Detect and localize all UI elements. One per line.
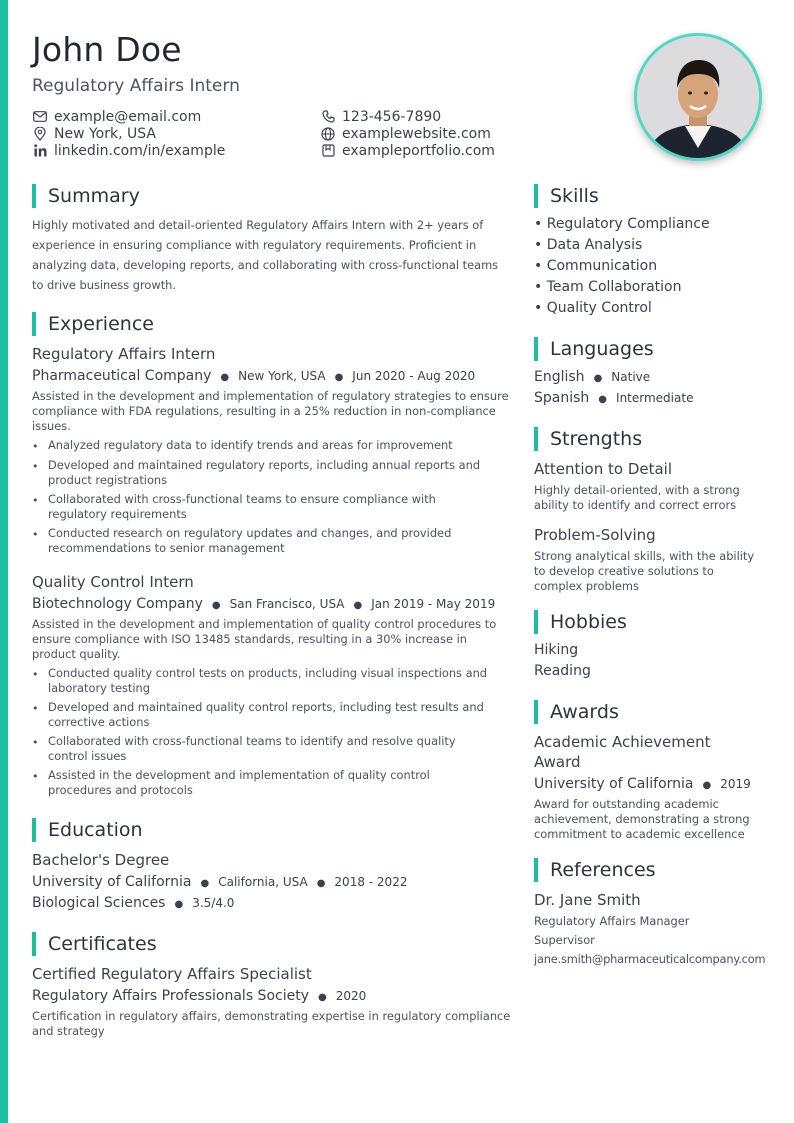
skill-item: • Communication [534, 258, 658, 274]
job-meta: Biotechnology Company ● San Francisco, USA ● Jan 2019 - May 2019 [32, 596, 496, 612]
award-year: 2019 [720, 777, 751, 791]
education-degree: Bachelor's Degree [32, 851, 170, 869]
section-title: Skills [550, 185, 599, 207]
section-languages [534, 337, 654, 361]
skill-item: • Quality Control [534, 300, 652, 316]
award-meta: University of California ● 2019 [534, 776, 751, 792]
language-level: Intermediate [616, 391, 694, 405]
section-title: Experience [48, 313, 154, 335]
certificate-meta: Regulatory Affairs Professionals Society ● 2020 [32, 988, 367, 1004]
hobby-item: Hiking [534, 642, 579, 658]
portfolio-icon [320, 144, 336, 158]
section-accent [534, 337, 538, 361]
section-awards [534, 700, 619, 724]
education-field-meta: Biological Sciences ● 3.5/4.0 [32, 895, 235, 911]
section-certificates [32, 932, 157, 956]
section-summary [32, 184, 140, 208]
strength-description: Highly detail-oriented, with a strong ability to identify and correct errors [534, 483, 740, 512]
strength-title: Attention to Detail [534, 460, 673, 478]
job-title: Regulatory Affairs Intern [32, 345, 216, 363]
section-accent [32, 184, 36, 208]
section-accent [534, 610, 538, 634]
section-title: References [550, 859, 656, 881]
job-meta: Pharmaceutical Company ● New York, USA ● Jun 2020 - Aug 2020 [32, 368, 476, 384]
job-location: New York, USA [238, 369, 326, 383]
skill-item: • Team Collaboration [534, 279, 682, 295]
job-bullet: • Collaborated with cross-functional teams to identify and resolve quality control issues [32, 734, 496, 764]
education-location: California, USA [218, 875, 308, 889]
location-pin-icon [32, 127, 48, 141]
section-accent [534, 700, 538, 724]
contact-email[interactable]: example@email.com [32, 108, 201, 125]
section-title: Hobbies [550, 611, 627, 633]
certificate-issuer: Regulatory Affairs Professionals Society [32, 988, 309, 1004]
award-description: Award for outstanding academic achievement, demonstrating a strong commitment to academic excellence [534, 797, 750, 841]
hobby-item: Reading [534, 663, 591, 679]
avatar-icon [637, 36, 759, 158]
language-item: English ● Native [534, 369, 651, 385]
job-company: Biotechnology Company [32, 596, 203, 612]
job-bullet: • Assisted in the development and implementation of quality control procedures and protocols [32, 768, 496, 798]
contact-linkedin[interactable]: linkedin.com/in/example [32, 142, 225, 159]
award-org: University of California [534, 776, 694, 792]
job-dates: Jan 2019 - May 2019 [371, 597, 496, 611]
section-title: Awards [550, 701, 619, 723]
job-location: San Francisco, USA [229, 597, 345, 611]
candidate-title: Regulatory Affairs Intern [32, 76, 240, 96]
section-references [534, 858, 656, 882]
mail-icon [32, 110, 48, 124]
phone-icon [320, 110, 336, 124]
contact-location: New York, USA [32, 125, 156, 142]
education-field: Biological Sciences [32, 895, 166, 911]
section-education [32, 818, 143, 842]
certificate-year: 2020 [335, 989, 367, 1003]
section-accent [534, 858, 538, 882]
section-accent [32, 818, 36, 842]
section-title: Education [48, 819, 143, 841]
reference-relation: Supervisor [534, 933, 595, 947]
strength-title: Problem-Solving [534, 526, 656, 544]
profile-photo [634, 33, 762, 161]
section-title: Strengths [550, 428, 643, 450]
contact-website[interactable]: examplewebsite.com [320, 125, 491, 142]
summary-text: Highly motivated and detail-oriented Regulatory Affairs Intern with 2+ years of experience in ensuring compliance with regulatory requirements. Proficient in analyzing data, developing reports, and collaborating with cross-functional teams to drive business growth. [32, 218, 499, 292]
education-dates: 2018 - 2022 [334, 875, 408, 889]
section-skills [534, 184, 599, 208]
job-description: Assisted in the development and implementation of regulatory strategies to ensure compliance with FDA regulations, resulting in a 25% reduction in non-compliance issues. [32, 389, 509, 433]
education-school: University of California [32, 874, 192, 890]
job-bullet: • Analyzed regulatory data to identify trends and areas for improvement [32, 438, 496, 453]
reference-name: Dr. Jane Smith [534, 891, 641, 909]
education-meta: University of California ● California, USA ● 2018 - 2022 [32, 874, 408, 890]
language-level: Native [611, 370, 651, 384]
contact-portfolio[interactable]: exampleportfolio.com [320, 142, 495, 159]
accent-bar [0, 0, 8, 1123]
globe-icon [320, 127, 336, 141]
section-strengths [534, 427, 642, 451]
candidate-name: John Doe [32, 30, 182, 69]
language-name: Spanish [534, 390, 590, 406]
reference-role: Regulatory Affairs Manager [534, 914, 690, 928]
education-gpa: 3.5/4.0 [192, 896, 235, 910]
section-accent [534, 427, 538, 451]
section-accent [534, 184, 538, 208]
section-title: Languages [550, 338, 654, 360]
section-accent [32, 932, 36, 956]
language-item: Spanish ● Intermediate [534, 390, 694, 406]
award-title-cont: Award [534, 753, 581, 771]
section-title: Summary [48, 185, 140, 207]
certificate-name: Certified Regulatory Affairs Specialist [32, 965, 312, 983]
contact-phone[interactable]: 123-456-7890 [320, 108, 441, 125]
job-bullet: • Developed and maintained regulatory reports, including annual reports and product registrations [32, 458, 496, 488]
award-title: Academic Achievement [534, 733, 711, 751]
section-accent [32, 312, 36, 336]
language-name: English [534, 369, 585, 385]
skill-item: • Regulatory Compliance [534, 216, 710, 232]
certificate-description: Certification in regulatory affairs, demonstrating expertise in regulatory compliance and strategy [32, 1009, 511, 1038]
job-bullet: • Conducted quality control tests on products, including visual inspections and laboratory testing [32, 666, 496, 696]
skill-item: • Data Analysis [534, 237, 643, 253]
job-dates: Jun 2020 - Aug 2020 [352, 369, 476, 383]
strength-description: Strong analytical skills, with the ability to develop creative solutions to complex problems [534, 549, 755, 593]
section-experience [32, 312, 154, 336]
section-title: Certificates [48, 933, 157, 955]
job-title: Quality Control Intern [32, 573, 194, 591]
job-description: Assisted in the development and implementation of quality control procedures to ensure compliance with ISO 13485 standards, resulting in a 30% increase in product quality. [32, 617, 497, 661]
job-bullet: • Collaborated with cross-functional teams to ensure compliance with regulatory requirements [32, 492, 496, 522]
job-bullet: • Conducted research on regulatory updates and changes, and provided recommendations to senior management [32, 526, 496, 556]
linkedin-icon [32, 144, 48, 158]
job-bullet: • Developed and maintained quality control reports, including test results and corrective actions [32, 700, 496, 730]
reference-email[interactable]: jane.smith@pharmaceuticalcompany.com [534, 952, 766, 966]
section-hobbies [534, 610, 627, 634]
job-company: Pharmaceutical Company [32, 368, 212, 384]
